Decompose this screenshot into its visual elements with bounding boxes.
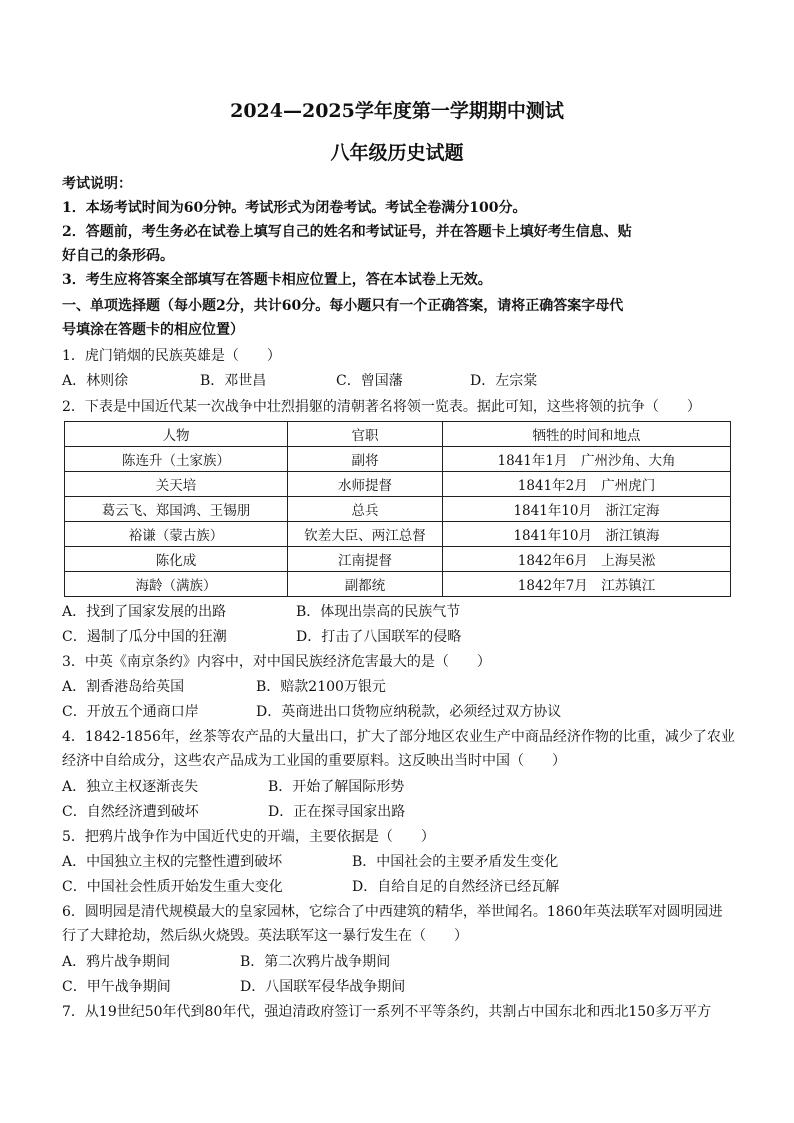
question-3-stem: 3．中英《南京条约》内容中，对中国民族经济危害最大的是（ ） <box>62 654 491 670</box>
question-5-stem: 5．把鸦片战争作为中国近代史的开端，主要依据是（ ） <box>62 829 435 845</box>
table-cell: 葛云飞、郑国鸿、王锡朋 <box>65 497 288 522</box>
table-header-row <box>65 422 731 447</box>
table-cell: 裕谦（蒙古族） <box>65 522 288 547</box>
q3-option-d: D．英商进出口货物应纳税款，必须经过双方协议 <box>256 704 562 720</box>
table-cell: 1841年10月 浙江镇海 <box>443 522 731 547</box>
q3-option-a: A．割香港岛给英国 <box>62 679 185 695</box>
q6-option-d: D．八国联军侵华战争期间 <box>240 979 406 995</box>
q1-option-b: B．邓世昌 <box>200 373 267 389</box>
instruction-item: 好自己的条形码。 <box>62 248 174 264</box>
instruction-item: 1．本场考试时间为60分钟。考试形式为闭卷考试。考试全卷满分100分。 <box>62 200 527 216</box>
q6-option-b: B．第二次鸦片战争期间 <box>240 954 391 970</box>
table-cell: 1842年6月 上海吴淞 <box>443 547 731 572</box>
table-row <box>65 472 731 497</box>
q5-option-c: C．中国社会性质开始发生重大变化 <box>62 879 283 895</box>
table-header: 人物 <box>65 422 288 447</box>
question-7-stem: 7．从19世纪50年代到80年代，强迫清政府签订一系列不平等条约，共割占中国东北和西北150多万平方 <box>62 1004 712 1020</box>
table-row <box>65 497 731 522</box>
q5-option-b: B．中国社会的主要矛盾发生变化 <box>352 854 559 870</box>
table-cell: 1841年2月 广州虎门 <box>443 472 731 497</box>
table-cell: 1841年1月 广州沙角、大角 <box>443 447 731 472</box>
table-cell: 江南提督 <box>288 547 443 572</box>
table-cell: 水师提督 <box>288 472 443 497</box>
table-cell: 陈连升（土家族） <box>65 447 288 472</box>
table-cell: 1841年10月 浙江定海 <box>443 497 731 522</box>
q4-option-a: A．独立主权逐渐丧失 <box>62 779 199 795</box>
table-row <box>65 447 731 472</box>
generals-table <box>64 421 731 597</box>
table-cell: 海龄（满族） <box>65 572 288 597</box>
question-2-stem: 2．下表是中国近代某一次战争中壮烈捐躯的清朝著名将领一览表。据此可知，这些将领的抗争（ ） <box>62 399 701 415</box>
table-cell: 钦差大臣、两江总督 <box>288 522 443 547</box>
table-row <box>65 572 731 597</box>
question-4-stem: 4．1842-1856年，丝茶等农产品的大量出口，扩大了部分地区农业生产中商品经济作物的比重，减少了农业 <box>62 729 735 745</box>
q6-option-a: A．鸦片战争期间 <box>62 954 171 970</box>
q2-option-d: D．打击了八国联军的侵略 <box>296 629 462 645</box>
instructions-heading: 考试说明： <box>62 176 132 192</box>
instruction-item: 2．答题前，考生务必在试卷上填写自己的姓名和考试证号，并在答题卡上填好考生信息、贴 <box>62 224 632 240</box>
q2-option-a: A．找到了国家发展的出路 <box>62 604 227 620</box>
q4-option-d: D．正在探寻国家出路 <box>268 804 406 820</box>
q2-option-c: C．遏制了瓜分中国的狂潮 <box>62 629 227 645</box>
table-header: 牺牲的时间和地点 <box>443 422 731 447</box>
q6-option-c: C．甲午战争期间 <box>62 979 171 995</box>
question-1-stem: 1．虎门销烟的民族英雄是（ ） <box>62 348 281 364</box>
table-cell: 副将 <box>288 447 443 472</box>
q1-option-d: D．左宗棠 <box>470 373 538 389</box>
table-cell: 总兵 <box>288 497 443 522</box>
q1-option-c: C．曾国藩 <box>336 373 403 389</box>
q3-option-c: C．开放五个通商口岸 <box>62 704 199 720</box>
table-cell: 1842年7月 江苏镇江 <box>443 572 731 597</box>
table-row <box>65 522 731 547</box>
exam-title: 2024—2025学年度第一学期期中测试 <box>230 100 564 122</box>
section-heading-cont: 号填涂在答题卡的相应位置） <box>62 322 244 338</box>
question-6-stem: 6．圆明园是清代规模最大的皇家园林，它综合了中西建筑的精华，举世闻名。1860年英法联军对圆明园进 <box>62 904 723 920</box>
table-header: 官职 <box>288 422 443 447</box>
q2-option-b: B．体现出崇高的民族气节 <box>296 604 461 620</box>
q4-option-b: B．开始了解国际形势 <box>268 779 405 795</box>
table-cell: 副都统 <box>288 572 443 597</box>
table-cell: 陈化成 <box>65 547 288 572</box>
q4-option-c: C．自然经济遭到破坏 <box>62 804 199 820</box>
exam-subtitle: 八年级历史试题 <box>330 142 464 164</box>
table-cell: 关天培 <box>65 472 288 497</box>
q5-option-a: A．中国独立主权的完整性遭到破坏 <box>62 854 283 870</box>
q1-option-a: A．林则徐 <box>62 373 129 389</box>
q3-option-b: B．赔款2100万银元 <box>256 679 386 695</box>
q5-option-d: D．自给自足的自然经济已经瓦解 <box>352 879 560 895</box>
table-row <box>65 547 731 572</box>
instruction-item: 3．考生应将答案全部填写在答题卡相应位置上，答在本试卷上无效。 <box>62 272 492 288</box>
question-4-stem-cont: 经济中自给成分，这些农产品成为工业国的重要原料。这反映出当时中国（ ） <box>62 753 566 769</box>
section-heading: 一、单项选择题（每小题2分，共计60分。每小题只有一个正确答案，请将正确答案字母代 <box>62 298 624 314</box>
question-6-stem-cont: 行了大肆抢劫，然后纵火烧毁。英法联军这一暴行发生在（ ） <box>62 928 468 944</box>
